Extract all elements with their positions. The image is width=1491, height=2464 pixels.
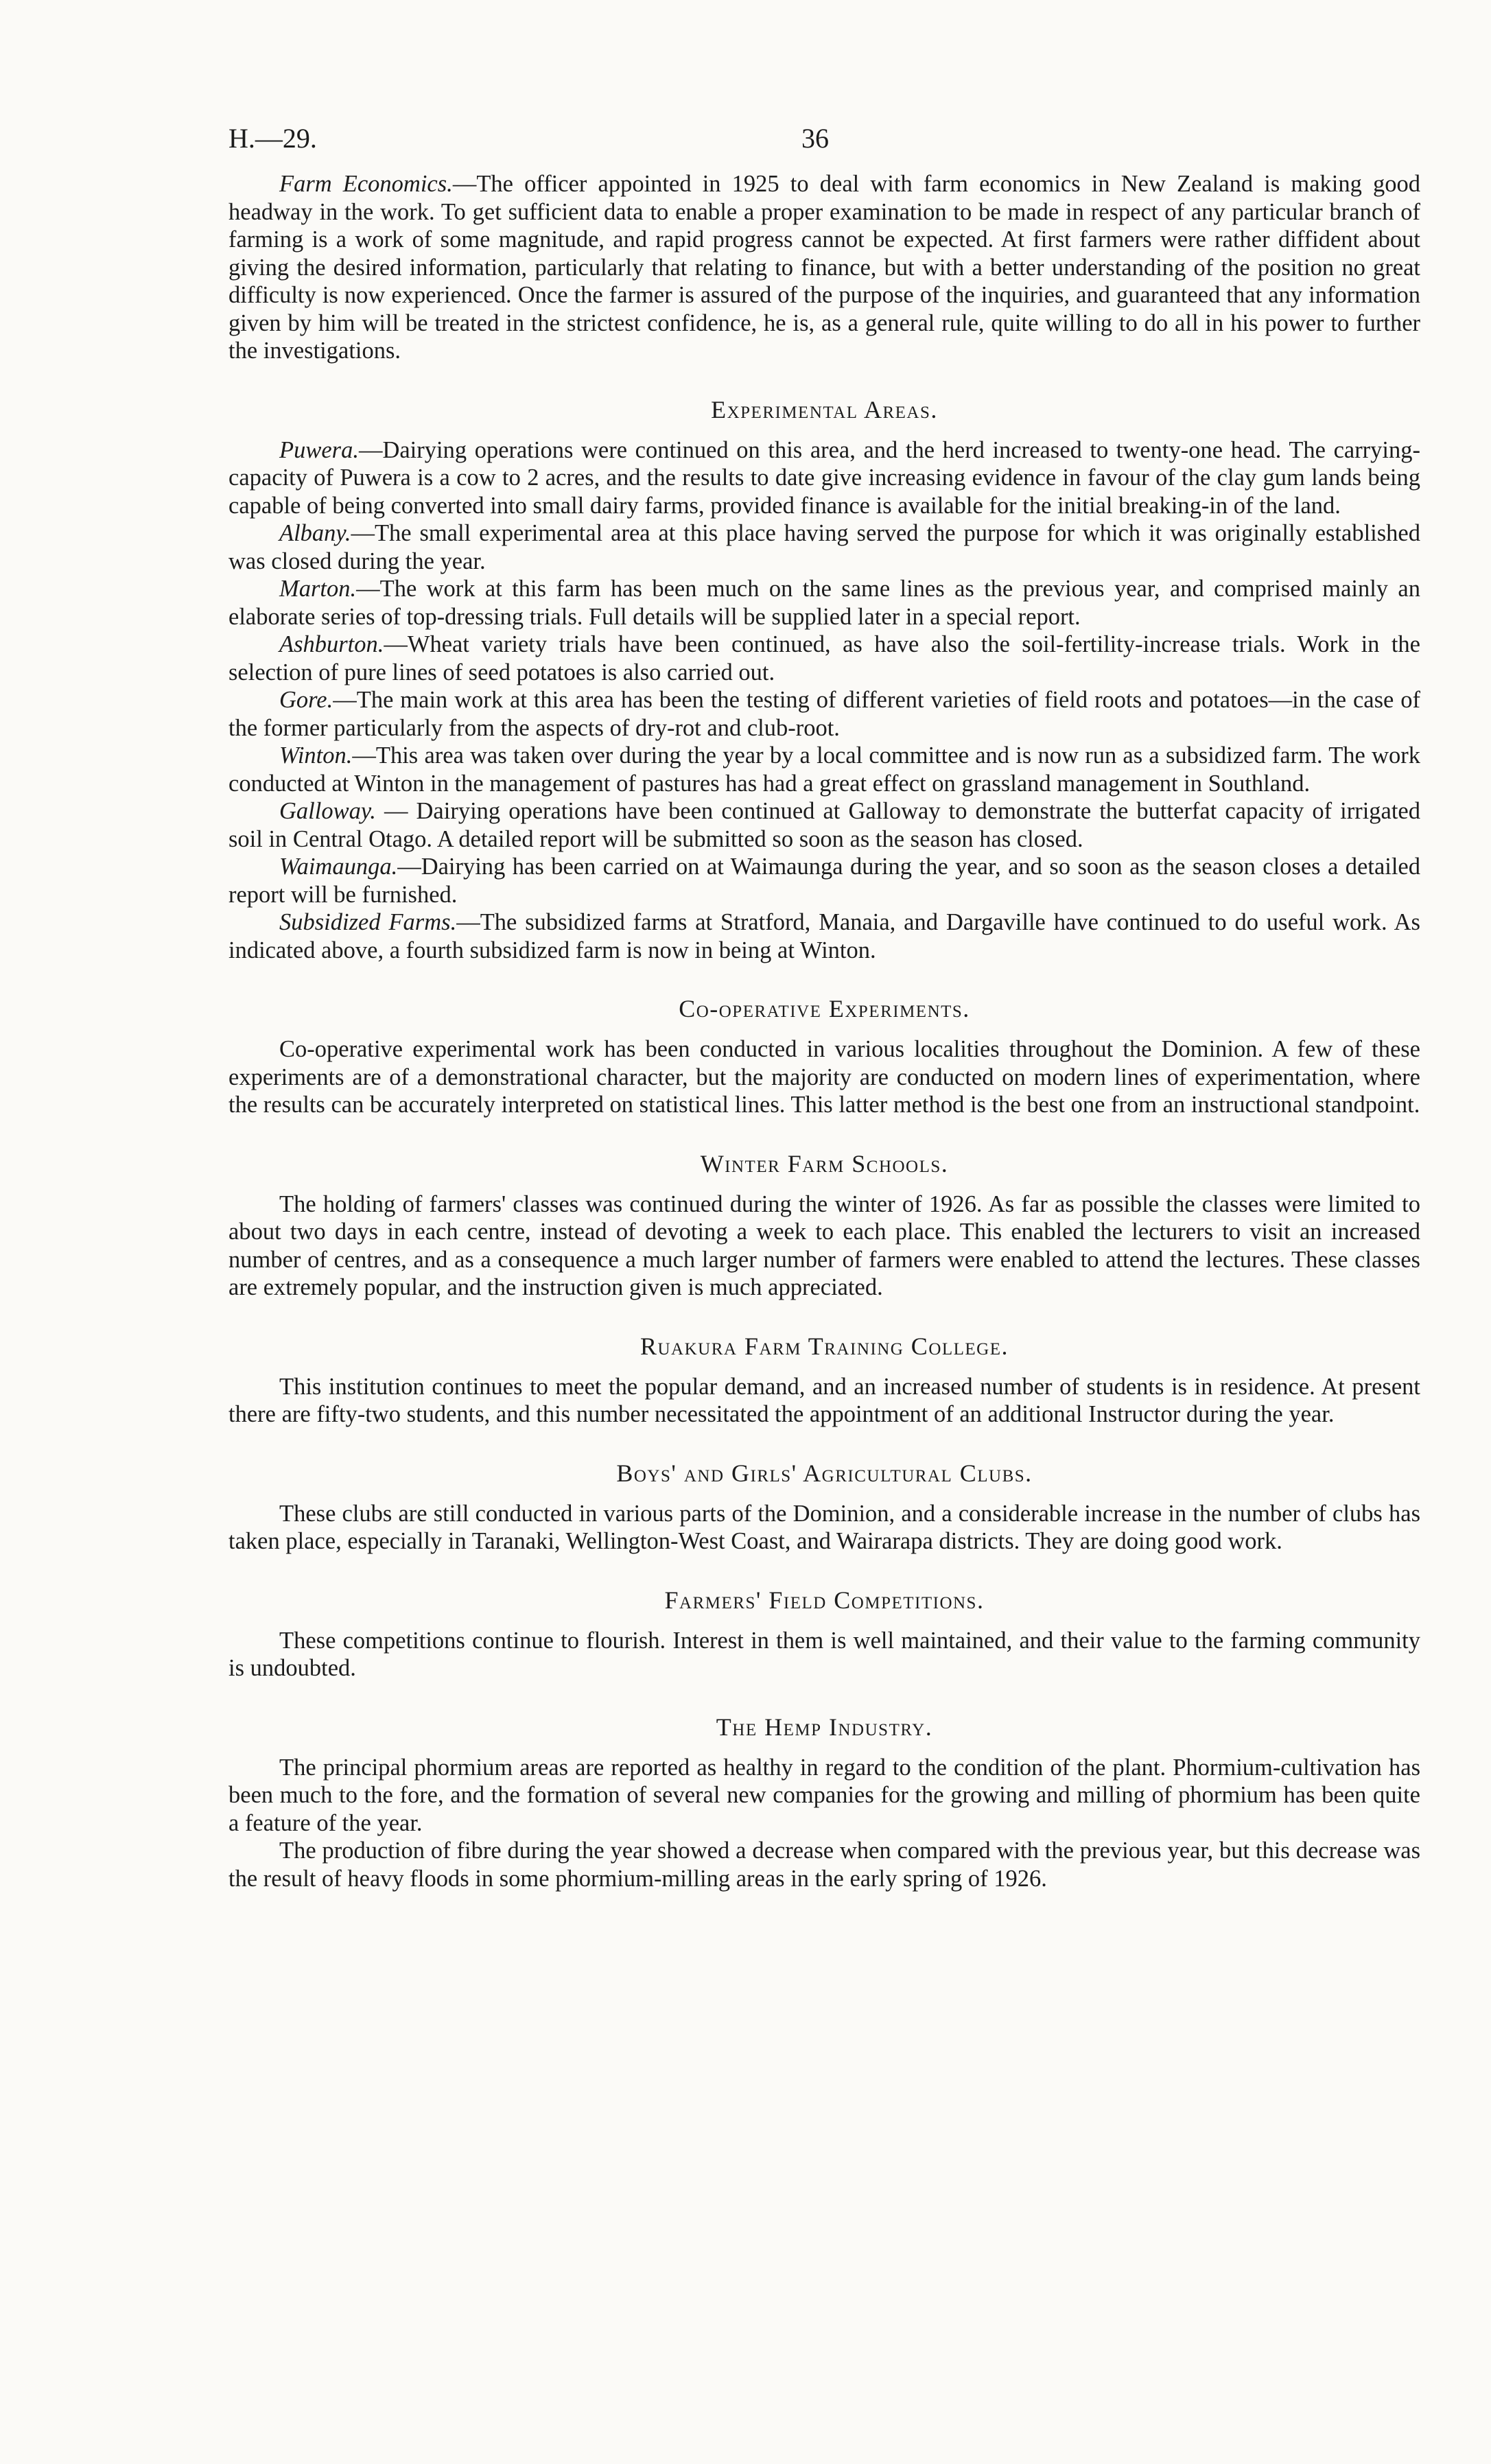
paragraph-lead: Winton. [279, 742, 353, 768]
paragraph-text: —The work at this farm has been much on the same lines as the previous year, and comprised mainly an elaborate series of top-dressing trials. Full details will be supplied later in a special report. [228, 576, 1420, 630]
paragraph-text: —Dairying operations were continued on this area, and the herd increased to twenty-one head. The carrying-capacity of Puwera is a cow to 2 acres, and the results to date give increasing evidence in favour of the clay gum lands being capable of being converted into small dairy farms, provided finance is available for the initial breaking-in of the land. [228, 436, 1420, 519]
hemp-paragraph-2: The production of fibre during the year showed a decrease when compared with the previous year, but this decrease was the result of heavy floods in some phormium-milling areas in the early spring of 1926. [228, 1838, 1420, 1892]
gore-paragraph [228, 686, 1420, 742]
paragraph-lead: Farm Economics. [279, 171, 453, 197]
section-heading-ruakura: Ruakura Farm Training College. [639, 1332, 1009, 1360]
galloway-paragraph [228, 797, 1420, 853]
winter-schools-paragraph: The holding of farmers' classes was continued during the winter of 1926. As far as possible the classes were limited to about two days in each centre, instead of devoting a week to each place. This enabled the lecturers to visit an increased number of centres, and as a consequence a much larger number of farmers were enabled to attend the lectures. These classes are extremely popular, and the instruction given is much appreciated. [228, 1190, 1420, 1300]
winton-paragraph [228, 742, 1420, 797]
subsidized-farms-paragraph [228, 908, 1420, 964]
section-heading-experimental-areas: Experimental Areas. [711, 395, 938, 423]
marton-paragraph [228, 575, 1420, 631]
hemp-paragraph-1: The principal phormium areas are reported as healthy in regard to the condition of the plant. Phormium-cultivation has been much to the fore, and the formation of several new companies for the growing and milling of phormium has been quite a feature of the year. [228, 1754, 1420, 1836]
albany-paragraph [228, 519, 1420, 575]
paragraph-lead: Galloway. [279, 798, 376, 824]
document-page [228, 122, 1420, 1892]
page-number: 36 [801, 123, 829, 154]
puwera-paragraph [228, 436, 1420, 520]
section-heading-agricultural-clubs: Boys' and Girls' Agricultural Clubs. [616, 1459, 1033, 1487]
section-heading-cooperative-experiments: Co-operative Experiments. [679, 995, 970, 1022]
paragraph-lead: Waimaunga. [279, 854, 398, 880]
section-heading-winter-farm-schools: Winter Farm Schools. [700, 1149, 949, 1177]
paragraph-text: —The small experimental area at this place having served the purpose for which it was originally established was closed during the year. [228, 520, 1420, 574]
report-reference: H.—29. [228, 123, 317, 154]
field-competitions-paragraph: These competitions continue to flourish. Interest in them is well maintained, and their value to the farming community is undoubted. [228, 1627, 1420, 1681]
paragraph-lead: Albany. [279, 520, 351, 546]
cooperative-paragraph: Co-operative experimental work has been conducted in various localities throughout the Dominion. A few of these experiments are of a demonstrational character, but the majority are conducted on modern lines of experimentation, where the results can be accurately interpreted on statistical lines. This latter method is the best one from an instructional standpoint. [228, 1036, 1420, 1118]
paragraph-lead: Gore. [279, 687, 333, 713]
paragraph-lead: Ashburton. [279, 631, 384, 657]
paragraph-text: —This area was taken over during the year by a local committee and is now run as a subsidized farm. The work conducted at Winton in the management of pastures has had a great effect on grassland management in Southland. [228, 742, 1420, 797]
paragraph-text: —Dairying has been carried on at Waimaunga during the year, and so soon as the season closes a detailed report will be furnished. [228, 854, 1420, 908]
ashburton-paragraph [228, 631, 1420, 686]
clubs-paragraph: These clubs are still conducted in various parts of the Dominion, and a considerable increase in the number of clubs has taken place, especially in Taranaki, Wellington-West Coast, and Wairarapa districts. They are doing good work. [228, 1500, 1420, 1554]
waimaunga-paragraph [228, 853, 1420, 908]
paragraph-lead: Subsidized Farms. [279, 909, 457, 935]
paragraph-text: —The main work at this area has been the testing of different varieties of field roots and potatoes—in the case of the former particularly from the aspects of dry-rot and club-root. [228, 687, 1420, 741]
ruakura-paragraph: This institution continues to meet the popular demand, and an increased number of students is in residence. At present there are fifty-two students, and this number necessitated the appointment of an additional Instructor during the year. [228, 1373, 1420, 1427]
page-header [228, 122, 1420, 170]
paragraph-lead: Puwera. [279, 436, 359, 463]
paragraph-text: —The subsidized farms at Stratford, Manaia, and Dargaville have continued to do useful work. As indicated above, a fourth subsidized farm is now in being at Winton. [228, 909, 1420, 963]
farm-economics-paragraph [228, 170, 1420, 365]
paragraph-text: —Wheat variety trials have been continued, as have also the soil-fertility-increase trials. Work in the selection of pure lines of seed potatoes is also carried out. [228, 631, 1420, 685]
paragraph-text: —The officer appointed in 1925 to deal with farm economics in New Zealand is making good headway in the work. To get sufficient data to enable a proper examination to be made in respect of any particular branch of farming is a work of some magnitude, and rapid progress cannot be expected. At first farmers were rather diffident about giving the desired information, particularly that relating to finance, but with a better understanding of the position no great difficulty is now experienced. Once the farmer is assured of the purpose of the inquiries, and guaranteed that any information given by him will be treated in the strictest confidence, he is, as a general rule, quite willing to do all in his power to further the investigations. [228, 171, 1421, 364]
section-heading-field-competitions: Farmers' Field Competitions. [664, 1586, 985, 1614]
paragraph-lead: Marton. [279, 576, 357, 602]
paragraph-text: — Dairying operations have been continued at Galloway to demonstrate the butterfat capacity of irrigated soil in Central Otago. A detailed report will be submitted so soon as the season has closed. [228, 798, 1420, 852]
section-heading-hemp-industry: The Hemp Industry. [716, 1713, 933, 1741]
